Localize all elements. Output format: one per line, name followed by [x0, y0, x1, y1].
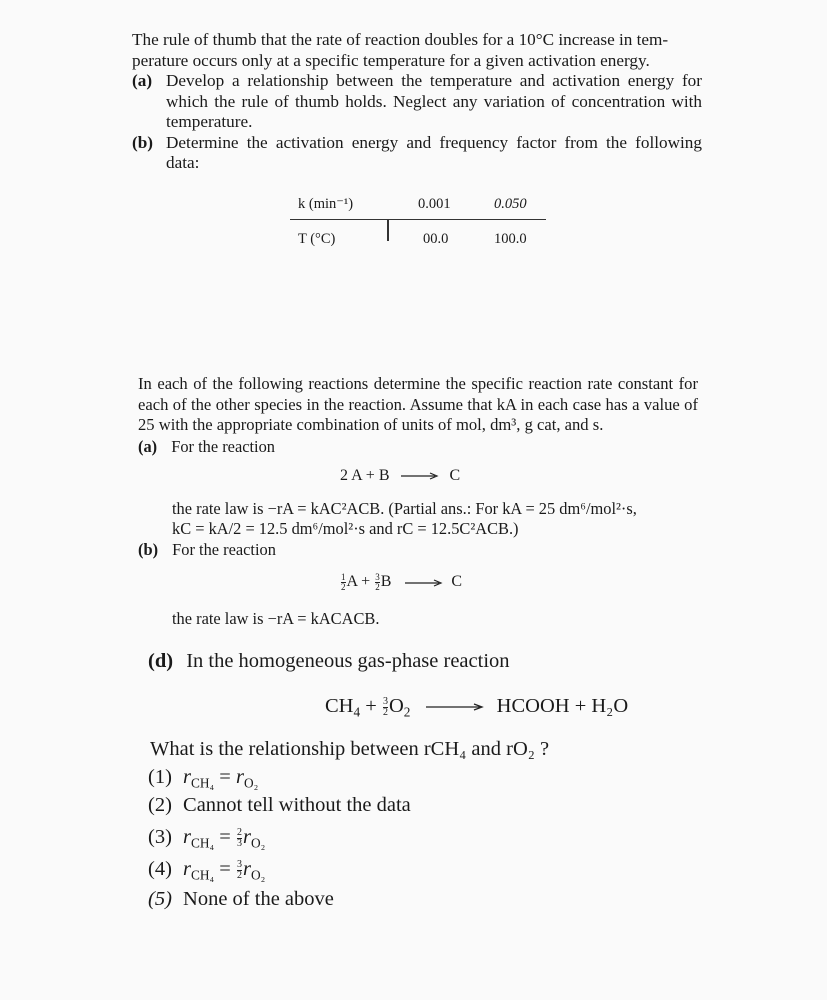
problem-1-intro-line-2: perature occurs only at a specific temperature for a given activation energy.	[132, 50, 650, 70]
problem-1-intro-line-1: The rule of thumb that the rate of reaction doubles for a 10°C increase in tem-	[132, 30, 669, 49]
table-cell: 00.0	[423, 231, 449, 247]
reaction-arrow-icon	[399, 471, 439, 481]
part-a-text: Develop a relationship between the temperature and activation energy for which the rule of thumb holds. Neglect any variation of concentration with temperature.	[166, 71, 702, 131]
reaction-d-products: HCOOH + H₂O	[496, 695, 629, 717]
problem-1-part-b	[132, 133, 702, 174]
option-number: (5)	[148, 888, 172, 910]
fraction-three-halves: $\frac{3}{2}$	[236, 858, 242, 881]
reaction-d: $CH_4$ + $\frac{3}{2}$ $O_2$ HCOOH + H₂O	[325, 695, 629, 720]
part-b-text: For the reaction	[172, 540, 276, 559]
table-cell: 100.0	[494, 231, 527, 247]
problem-3-label: (d)	[148, 650, 174, 672]
rate-law-a-line-2: kC = kA/2 = 12.5 dm⁶/mol²·s and rC = 12.5C²ACB.)	[172, 519, 519, 538]
table-cell: 0.050	[494, 196, 527, 212]
table-row-1-label: k (min⁻¹)	[298, 196, 354, 212]
problem-3-title: In the homogeneous gas-phase reaction	[186, 650, 510, 672]
rate-data-table	[290, 190, 546, 260]
part-b-label: (b)	[132, 132, 154, 152]
fraction-three-halves: $\frac{3}{2}$	[382, 695, 388, 718]
option-1[interactable]: (1) $r_{CH_4} = r_{O_2}$	[148, 766, 259, 791]
part-a-text: For the reaction	[171, 437, 276, 456]
reaction-a-product: C	[449, 467, 461, 484]
option-5[interactable]	[148, 888, 334, 911]
problem-1-text	[132, 30, 702, 174]
part-a-label: (a)	[138, 437, 158, 456]
reaction-a-reactants: 2 A + B	[340, 467, 390, 484]
fraction-two-thirds: $\frac{2}{3}$	[236, 826, 242, 849]
table-row-2-label: T (°C)	[298, 231, 336, 247]
reaction-arrow-icon	[403, 578, 443, 588]
problem-3-question: What is the relationship between rCH₄ and rO₂ ?	[150, 738, 550, 760]
option-number: (1)	[148, 766, 172, 788]
reaction-a	[340, 467, 460, 485]
rate-law-b: the rate law is −rA = kACACB.	[172, 609, 380, 628]
reaction-b-product: C	[451, 573, 463, 591]
part-b-text: Determine the activation energy and frequency factor from the following data:	[166, 132, 702, 172]
option-3[interactable]: (3) $r_{CH_4}$ = $\frac{2}{3}$ $r_{O_2}$	[148, 826, 266, 851]
part-b-label: (b)	[138, 540, 159, 559]
problem-2-text	[138, 374, 698, 436]
problem-1-part-a	[132, 71, 702, 133]
option-text: Cannot tell without the data	[183, 794, 411, 816]
option-text: None of the above	[183, 888, 334, 910]
fraction-half: $\frac{1}{2}$	[341, 572, 346, 592]
option-number: (3)	[148, 826, 172, 848]
table-divider-vertical	[387, 219, 389, 241]
table-cell: 0.001	[418, 196, 451, 212]
reaction-b: $\frac{1}{2}$ A + $\frac{3}{2}$ B C	[341, 572, 463, 592]
problem-2-part-b	[138, 540, 276, 560]
fraction-three-halves: $\frac{3}{2}$	[375, 572, 380, 592]
option-number: (2)	[148, 794, 172, 816]
option-2[interactable]	[148, 794, 411, 817]
problem-3-heading	[148, 650, 510, 673]
problem-2-part-a	[138, 437, 275, 457]
option-4[interactable]: (4) $r_{CH_4}$ = $\frac{3}{2}$ $r_{O_2}$	[148, 858, 266, 883]
rate-law-a-line-1: the rate law is −rA = kAC²ACB. (Partial ans.: For kA = 25 dm⁶/mol²·s,	[172, 499, 637, 518]
part-a-label: (a)	[132, 71, 153, 90]
table-divider-horizontal	[290, 219, 546, 220]
problem-2-intro: In each of the following reactions determine the specific reaction rate constant for each of the other species in the reaction. Assume that kA in each case has a value of 25 with the appropriate combination of units of mol, dm³, g cat, and s.	[138, 374, 698, 434]
reaction-arrow-icon	[424, 702, 484, 712]
option-number: (4)	[148, 858, 172, 880]
